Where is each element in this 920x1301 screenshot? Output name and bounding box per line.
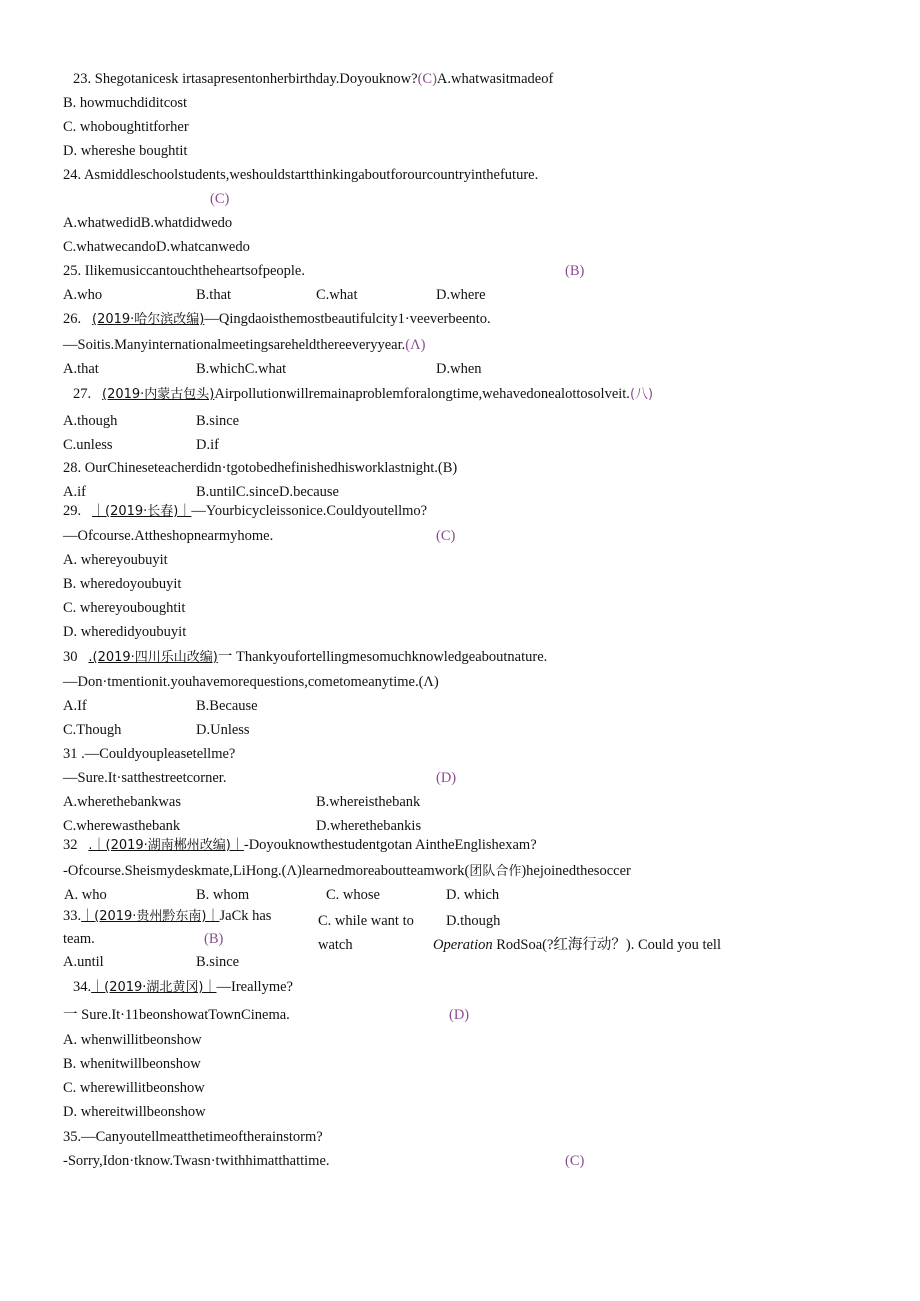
q32-stem-line <box>63 836 537 855</box>
q27-source: (2019·内蒙古包头) <box>102 387 215 402</box>
q33-option-d-fragment: D.though <box>446 913 501 929</box>
q28-option-a: A.if <box>63 484 86 500</box>
q33-movie-title: Operation <box>433 937 493 953</box>
q32-option-d: D. which <box>446 887 500 903</box>
q29-answer: (C) <box>436 528 456 544</box>
q34-number: 34. <box>73 979 92 995</box>
q33-number: 33. <box>63 908 82 924</box>
q29-option-a: A. whereyoubuyit <box>63 552 168 568</box>
q31-option-d: D.wherethebankis <box>316 818 422 834</box>
q31-stem: 31 .—Couldyoupleasetellme? <box>63 746 236 762</box>
q26-source: (2019·哈尔滨改编) <box>92 312 205 327</box>
q35-stem: 35.—Canyoutellmeatthetimeoftherainstorm? <box>63 1129 323 1145</box>
q26-number: 26. <box>63 311 82 327</box>
q26-stem-line <box>63 310 491 329</box>
q33-movie-rest: RodSoa(?红海行动？). Could you tell <box>496 937 721 953</box>
q29-line2: —Ofcourse.Attheshopnearmyhome. <box>63 528 274 544</box>
q24-options-ab: A.whatwedidB.whatdidwedo <box>63 215 233 231</box>
q27-stem-line <box>73 385 653 404</box>
q25-answer: (B) <box>565 263 585 279</box>
q30-option-d: D.Unless <box>196 722 250 738</box>
q29-option-d: D. wheredidyoubuyit <box>63 624 187 640</box>
q23-stem: 23. Shegotanicesk irtasapresentonherbirthday.Doyouknow? <box>73 71 418 87</box>
q25-stem: 25. Ilikemusiccantouchtheheartsofpeople. <box>63 263 305 279</box>
q29-stem-line <box>63 502 427 521</box>
q34-option-c: C. wherewillitbeonshow <box>63 1080 205 1096</box>
q33-option-a: A.until <box>63 954 104 970</box>
q34-stem: —Ireallyme? <box>216 979 293 995</box>
q33-line2: team. <box>63 931 95 947</box>
q32-option-c: C. whose <box>326 887 380 903</box>
q33-movie-line <box>433 936 721 954</box>
q32-line2-wrap <box>63 862 631 881</box>
q27-option-d: D.if <box>196 437 219 453</box>
q30-source: .(2019·四川乐山改编) <box>88 650 218 665</box>
q27-stem: Airpollutionwillremainaproblemforalongtime,wehavedonealottosolveit. <box>214 386 630 402</box>
q28-stem: 28. OurChineseteacherdidn·tgotobedhefinishedhisworklastnight.(B) <box>63 460 458 476</box>
q29-stem: —Yourbicycleissonice.Couldyoutellmo? <box>191 503 428 519</box>
q23-answer: (C) <box>417 71 437 87</box>
q25-option-d: D.where <box>436 287 486 303</box>
q31-line2: —Sure.It·satthestreetcorner. <box>63 770 227 786</box>
q26-option-a: A.that <box>63 361 99 377</box>
q29-source: ｜(2019·长春)｜ <box>92 504 192 519</box>
q23-option-b: B. howmuchdiditcost <box>63 95 188 111</box>
q33-stem-tail: JaCk has <box>219 908 272 924</box>
q32-number: 32 <box>63 837 78 853</box>
q28-options-bcd: B.untilC.sinceD.because <box>196 484 339 500</box>
q23-option-c: C. whoboughtitforher <box>63 119 189 135</box>
q32-line2-b: )hejoinedthesoccer <box>521 863 631 879</box>
q34-option-a: A. whenwillitbeonshow <box>63 1032 202 1048</box>
q24-answer: (C) <box>210 191 230 207</box>
q34-answer: (D) <box>449 1007 470 1023</box>
q30-line2: —Don·tmentionit.youhavemorequestions,cometomeanytime.(Λ) <box>63 674 439 690</box>
q34-source: ｜(2019·湖北黄冈)｜ <box>91 980 217 995</box>
q33-answer: (B) <box>204 931 224 947</box>
q27-answer: (八) <box>629 387 654 402</box>
q34-option-b: B. whenitwillbeonshow <box>63 1056 201 1072</box>
q32-option-b: B. whom <box>196 887 250 903</box>
q32-line2-cn: 团队合作 <box>469 864 522 879</box>
q26-option-d: D.when <box>436 361 482 377</box>
q35-answer: (C) <box>565 1153 585 1169</box>
q23-stem-line <box>73 70 553 88</box>
q31-option-b: B.whereisthebank <box>316 794 421 810</box>
q30-stem-line <box>63 648 547 667</box>
q30-stem: 一 Thankyoufortellingmesomuchknowledgeaboutnature. <box>217 649 548 665</box>
q26-options-bc: B.whichC.what <box>196 361 287 377</box>
q23-option-d: D. whereshe boughtit <box>63 143 188 159</box>
q24-stem: 24. Asmiddleschoolstudents,weshouldstartthinkingaboutforourcountryinthefuture. <box>63 167 539 183</box>
q30-option-c: C.Though <box>63 722 122 738</box>
q32-option-a: A. who <box>64 887 107 903</box>
q27-option-b: B.since <box>196 413 240 429</box>
q25-option-b: B.that <box>196 287 232 303</box>
q23-option-a: A.whatwasitmadeof <box>436 71 554 87</box>
q31-answer: (D) <box>436 770 457 786</box>
q26-answer: (Λ) <box>405 337 426 353</box>
q34-stem-line <box>73 978 293 997</box>
q29-number: 29. <box>63 503 82 519</box>
q27-number: 27. <box>73 386 92 402</box>
q29-option-c: C. whereyouboughtit <box>63 600 186 616</box>
q34-option-d: D. whereitwillbeonshow <box>63 1104 206 1120</box>
q30-number: 30 <box>63 649 78 665</box>
q24-options-cd: C.whatwecandoD.whatcanwedo <box>63 239 250 255</box>
q26-stem: —Qingdaoisthemostbeautifulcity1·veeverbeento. <box>204 311 491 327</box>
q30-option-b: B.Because <box>196 698 258 714</box>
q27-option-c: C.unless <box>63 437 113 453</box>
q35-line2: -Sorry,Idon·tknow.Twasn·twithhimatthattime. <box>63 1153 330 1169</box>
q34-line2: 一 Sure.It·11beonshowatTownCinema. <box>63 1007 290 1023</box>
q25-option-c: C.what <box>316 287 358 303</box>
q25-option-a: A.who <box>63 287 103 303</box>
q33-option-c-fragment: C. while want to <box>318 913 414 929</box>
q33-source: ｜(2019·贵州黔东南)｜ <box>81 909 220 924</box>
q30-option-a: A.If <box>63 698 87 714</box>
q26-line2: —Soitis.Manyinternationalmeetingsareheldthereeveryyear. <box>63 337 406 353</box>
q31-option-c: C.wherewasthebank <box>63 818 181 834</box>
q32-source: .｜(2019·湖南郴州改编)｜ <box>88 838 244 853</box>
q27-option-a: A.though <box>63 413 118 429</box>
q33-watch: watch <box>318 937 353 953</box>
q32-stem: -Doyouknowthestudentgotan AintheEnglishexam? <box>243 837 537 853</box>
q33-option-b: B.since <box>196 954 240 970</box>
q33-stem-line <box>63 907 271 926</box>
q31-option-a: A.wherethebankwas <box>63 794 181 810</box>
q26-line2-wrap <box>63 336 425 354</box>
q32-line2-a: -Ofcourse.Sheismydeskmate,LiHong.(Λ)learnedmoreaboutteamwork( <box>63 863 470 879</box>
q29-option-b: B. wheredoyoubuyit <box>63 576 182 592</box>
